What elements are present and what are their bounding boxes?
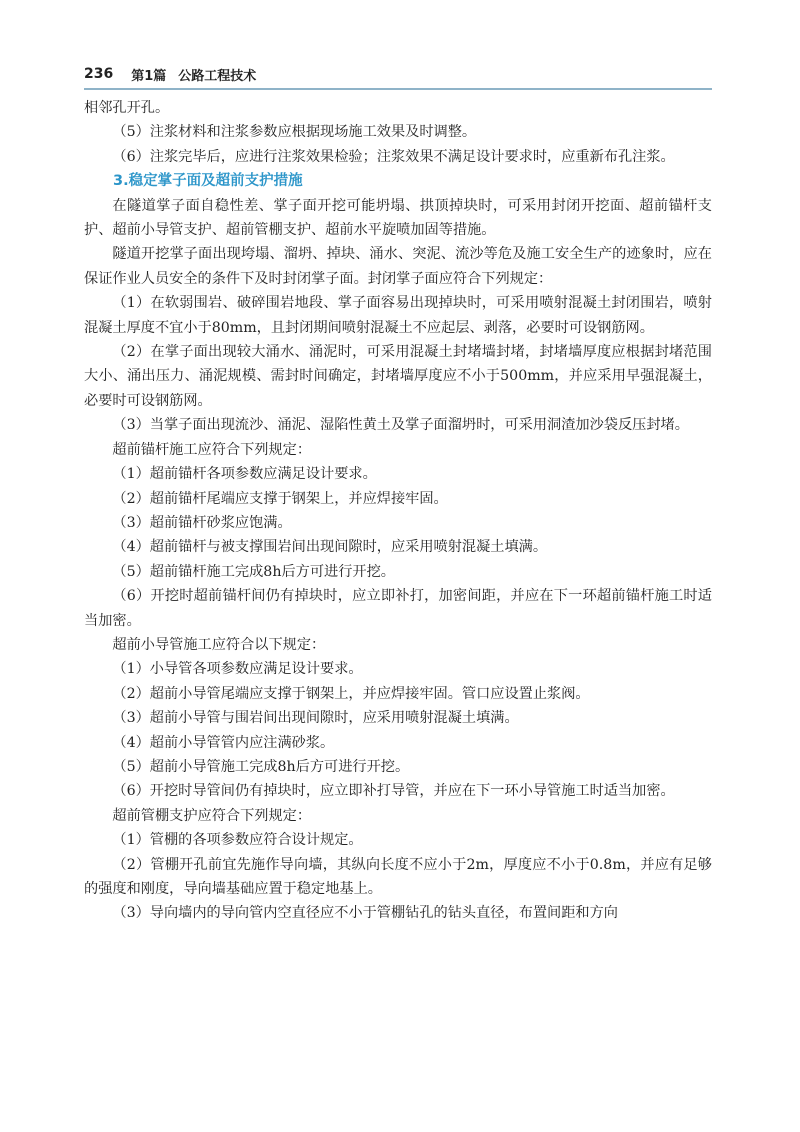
page-number: 236 — [84, 66, 114, 82]
body-paragraph: （3）超前小导管与围岩间出现间隙时，应采用喷射混凝土填满。 — [112, 710, 519, 727]
body-paragraph: 超前锚杆施工应符合下列规定： — [112, 441, 312, 458]
body-paragraph: 超前小导管施工应符合以下规定： — [112, 636, 326, 653]
body-paragraph: （2）超前锚杆尾端应支撑于钢架上，并应焊接牢固。 — [112, 490, 448, 507]
page-header — [84, 60, 712, 90]
body-paragraph: （4）超前小导管管内应注满砂浆。 — [112, 734, 335, 751]
body-paragraph: （1）超前锚杆各项参数应满足设计要求。 — [112, 466, 377, 483]
body-paragraph: （6）开挖时超前锚杆间仍有掉块时，应立即补打，加密间距，并应在下一环超前锚杆施工时适当加密。 — [84, 588, 712, 629]
body-paragraph: （1）在软弱围岩、破碎围岩地段、掌子面容易出现掉块时，可采用喷射混凝土封闭围岩，喷射混凝土厚度不宜小于80mm，且封闭期间喷射混凝土不应起层、剥落，必要时可设钢筋网。 — [84, 295, 712, 336]
body-paragraph: （6）注浆完毕后，应进行注浆效果检验；注浆效果不满足设计要求时，应重新布孔注浆。 — [112, 148, 675, 165]
body-paragraph: （5）超前小导管施工完成8h后方可进行开挖。 — [112, 758, 410, 775]
body-paragraph: （3）当掌子面出现流沙、涌泥、湿陷性黄土及掌子面溜坍时，可采用洞渣加沙袋反压封堵。 — [112, 417, 689, 434]
body-paragraph: 超前管棚支护应符合下列规定： — [112, 807, 312, 824]
page-body — [84, 96, 712, 926]
section-heading: 3.稳定掌子面及超前支护措施 — [113, 173, 303, 190]
body-paragraph: 隧道开挖掌子面出现垮塌、溜坍、掉块、涌水、突泥、流沙等危及施工安全生产的迹象时，应在保证作业人员安全的条件下及时封闭掌子面。封闭掌子面应符合下列规定： — [84, 246, 712, 287]
body-paragraph: （3）超前锚杆砂浆应饱满。 — [112, 514, 292, 531]
body-paragraph: （1）小导管各项参数应满足设计要求。 — [112, 661, 363, 678]
body-paragraph: （2）在掌子面出现较大涌水、涌泥时，可采用混凝土封堵墙封堵，封堵墙厚度应根据封堵范围大小、涌出压力、涌泥规模、需封时间确定，封堵墙厚度应不小于500mm，并应采用早强混凝土，必要时可设钢筋网。 — [84, 344, 712, 409]
body-paragraph: 相邻孔开孔。 — [84, 100, 170, 116]
chapter-label: 第1篇 — [131, 68, 167, 84]
body-paragraph: （4）超前锚杆与被支撑围岩间出现间隙时，应采用喷射混凝土填满。 — [112, 539, 548, 556]
body-paragraph: （2）超前小导管尾端应支撑于钢架上，并应焊接牢固。管口应设置止浆阀。 — [112, 685, 590, 702]
body-paragraph: （5）注浆材料和注浆参数应根据现场施工效果及时调整。 — [112, 124, 477, 141]
body-paragraph: （1）管棚的各项参数应符合设计规定。 — [112, 832, 363, 849]
body-paragraph: （6）开挖时导管间仍有掉块时，应立即补打导管，并应在下一环小导管施工时适当加密。 — [112, 783, 675, 800]
body-paragraph: （5）超前锚杆施工完成8h后方可进行开挖。 — [112, 563, 395, 580]
body-paragraph: （2）管棚开孔前宜先施作导向墙，其纵向长度不应小于2m，厚度应不小于0.8m，并应有足够的强度和刚度，导向墙基础应置于稳定地基上。 — [84, 856, 712, 897]
chapter-title: 公路工程技术 — [178, 68, 257, 84]
body-paragraph: （3）导向墙内的导向管内空直径应不小于管棚钻孔的钻头直径，布置间距和方向 — [112, 905, 618, 922]
body-paragraph: 在隧道掌子面自稳性差、掌子面开挖可能坍塌、拱顶掉块时，可采用封闭开挖面、超前锚杆支护、超前小导管支护、超前管棚支护、超前水平旋喷加固等措施。 — [84, 197, 712, 239]
